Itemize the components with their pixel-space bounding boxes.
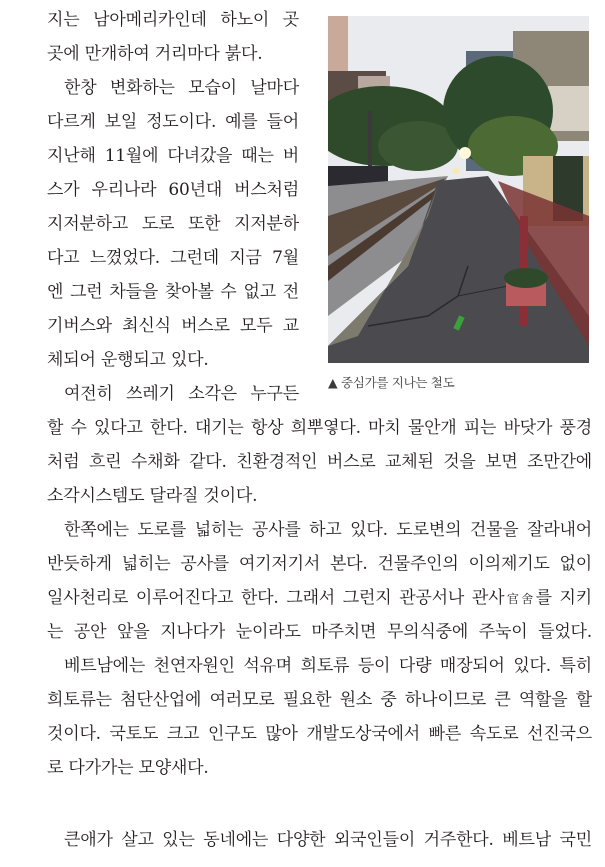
text-line: 다고 느꼈었다. 그런데 지금 7월 xyxy=(47,248,299,268)
text-segment: 일사천리로 이루어진다고 한다. 그래서 그런지 관공서나 관사 xyxy=(47,588,505,608)
text-line: 지는 남아메리카인데 하노이 곳 xyxy=(47,10,299,30)
text-line: 것이다. 국토도 크고 인구도 많아 개발도상국에서 빠른 속도로 선진국으 xyxy=(47,724,592,744)
text-line: 곳에 만개하여 거리마다 붉다. xyxy=(47,44,263,64)
text-line: 엔 그런 차들을 찾아볼 수 없고 전 xyxy=(47,282,299,302)
text-line: 기버스와 최신식 버스로 모두 교 xyxy=(47,316,299,336)
railway-scene-image xyxy=(328,16,589,363)
text-line: 로 다가가는 모양새다. xyxy=(47,758,209,778)
triangle-marker-icon: ▲ xyxy=(328,375,338,390)
text-line: 반듯하게 넓히는 공사를 여기저기서 본다. 건물주인의 이의제기도 없이 xyxy=(47,554,592,574)
text-line: 베트남에는 천연자원인 석유며 희토류 등이 다량 매장되어 있다. 특히 xyxy=(64,656,592,676)
text-line-with-hanja xyxy=(47,588,592,609)
photo-caption xyxy=(328,373,454,391)
text-line: 희토류는 첨단산업에 여러모로 필요한 원소 중 하나이므로 큰 역할을 할 xyxy=(47,690,592,710)
text-line: 체되어 운행되고 있다. xyxy=(47,350,209,370)
text-line: 한쪽에는 도로를 넓히는 공사를 하고 있다. 도로변의 건물을 잘라내어 xyxy=(64,520,592,540)
text-line: 한창 변화하는 모습이 날마다 xyxy=(64,78,299,98)
hanja-annotation: 官舍 xyxy=(504,592,536,606)
text-line: 할 수 있다고 한다. 대기는 항상 희뿌옇다. 마치 물안개 피는 바닷가 풍경 xyxy=(47,418,592,438)
text-line: 소각시스템도 달라질 것이다. xyxy=(47,486,258,506)
text-line: 지저분하고 도로 또한 지저분하 xyxy=(47,214,299,234)
text-line: 는 공안 앞을 지나다가 눈이라도 마주치면 무의식중에 주눅이 들었다. xyxy=(47,622,592,642)
text-line: 처럼 흐린 수채화 같다. 친환경적인 버스로 교체된 것을 보면 조만간에 xyxy=(47,452,592,472)
text-segment: 를 지키 xyxy=(535,588,592,608)
text-line: 지난해 11월에 다녀갔을 때는 버 xyxy=(47,146,299,166)
text-line: 다르게 보일 정도이다. 예를 들어 xyxy=(47,112,299,132)
text-line: 큰애가 살고 있는 동네에는 다양한 외국인들이 거주한다. 베트남 국민 xyxy=(64,830,592,850)
railway-photo xyxy=(328,16,589,363)
text-line: 스가 우리나라 60년대 버스처럼 xyxy=(47,180,299,200)
text-line: 여전히 쓰레기 소각은 누구든 xyxy=(64,384,299,404)
caption-text: 중심가를 지나는 철도 xyxy=(341,375,455,390)
